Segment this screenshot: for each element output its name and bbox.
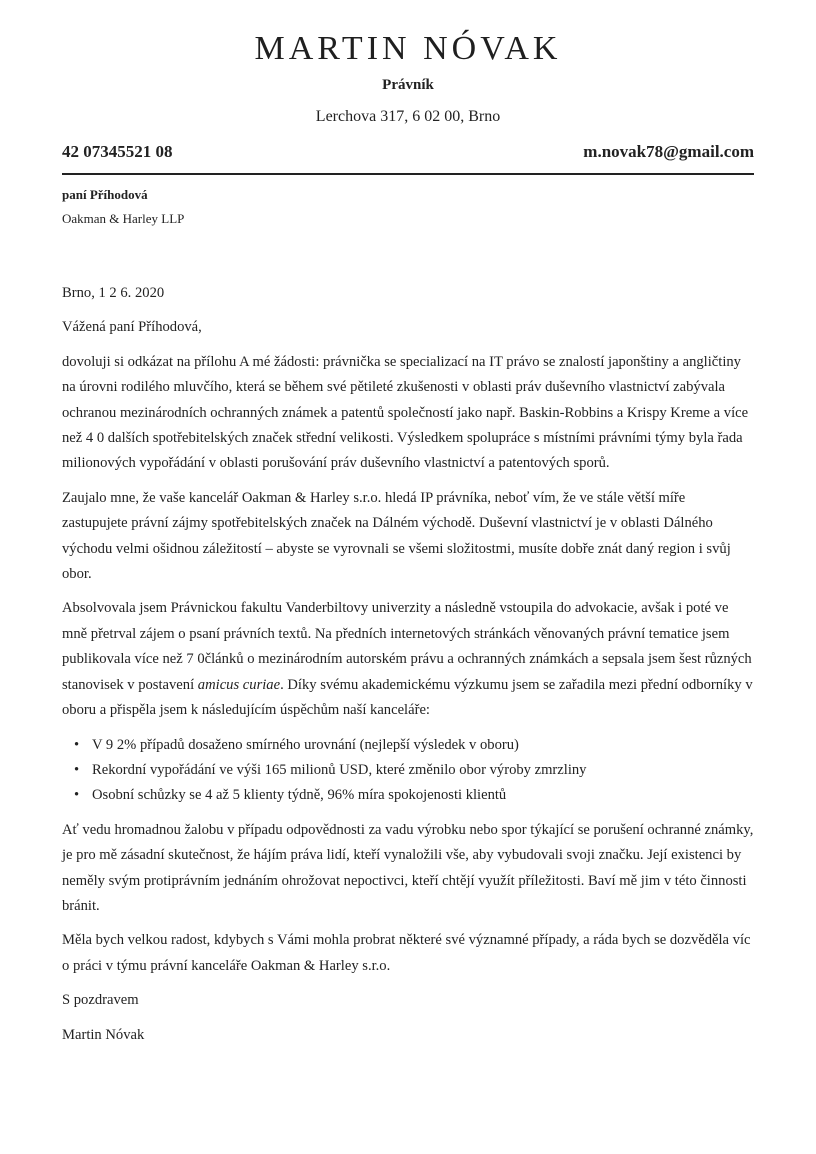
letter-date: Brno, 1 2 6. 2020 <box>62 285 165 301</box>
list-item-text: Rekordní vypořádání ve výši 165 milionů USD, které změnilo obor výroby zmrzliny <box>92 761 587 778</box>
letter-paragraph-5: Měla bych velkou radost, kdybych s Vámi mohla probrat některé své významné případy, a ráda bych se dozvěděla víc o práci v týmu právní kanceláře Oakman & Harley s.r.o. <box>62 932 751 974</box>
list-item-text: V 9 2% případů dosaženo smírného urovnání (nejlepší výsledek v oboru) <box>92 736 519 753</box>
achievements-list <box>62 733 754 809</box>
email-address: m.novak78@gmail.com <box>583 142 754 161</box>
letter-body <box>62 281 754 1057</box>
letter-paragraph-1: dovoluji si odkázat na přílohu A mé žádosti: právnička se specializací na IT právo se znalostí japonštiny a angličtiny na úrovni rodilého mluvčího, která se během své pětileté zkušenosti v oblasti práv duševního vlastnictví zabývala ochranou mezinárodních ochranných známek a patentů společností jako např. Baskin-Robbins a Krispy Kreme a více než 4 0 dalších spotřebitelských značek střední velikosti. Výsledkem spolupráce s místními právními týmy byla řada milionových vypořádání v oblasti porušování práv duševního vlastnictví a patentových sporů. <box>62 353 749 472</box>
letter-signature: Martin Nóvak <box>62 1026 145 1043</box>
letter-paragraph-4: Ať vedu hromadnou žalobu v případu odpovědnosti za vadu výrobku nebo spor týkající se porušení ochranné známky, je pro mě zásadní skutečnost, že hájím práva lidí, kteří vynaložili vše, aby vybudovali svoji značku. Její existenci by neměly svým protiprávním jednáním ohrožovat nepoctivci, kteří chtějí využít příležitosti. Baví mě jim v této činnosti bránit. <box>62 821 754 914</box>
bullet-icon: • <box>74 761 80 778</box>
job-title: Právník <box>382 77 434 93</box>
paragraph-3-italic-term: amicus curiae <box>197 676 281 693</box>
header-divider <box>62 173 754 175</box>
letter-paragraph-3 <box>62 596 754 723</box>
bullet-icon: • <box>74 787 80 804</box>
applicant-address: Lerchova 317, 6 02 00, Brno <box>315 108 501 125</box>
list-item <box>62 783 754 808</box>
paragraph-3-text-a: Absolvovala jsem Právnickou fakultu Vanderbiltovy univerzity a následně vstoupila do advokacie, avšak i poté ve mně přetrval zájem o psaní právních textů. Na předních internetových stránkách věnovaných právní tematice jsem publikovala více než 7 0článků o mezinárodním autorském právu a ochranných známkách a sepsala jsem šest různých stanovisek v postavení <box>62 600 752 693</box>
list-item <box>62 758 754 783</box>
list-item <box>62 733 754 758</box>
paragraph-3-text-b: . Díky svému akademickému výzkumu jsem se zařadila mezi přední odborníky v oboru a přispěla jsem k následujícím úspěchům naší kanceláře: <box>62 676 753 719</box>
letter-closing: S pozdravem <box>62 992 139 1009</box>
list-item-text: Osobní schůzky se 4 až 5 klienty týdně, 96% míra spokojenosti klientů <box>92 787 507 804</box>
recipient-company: Oakman & Harley LLP <box>62 211 185 226</box>
letter-paragraph-2: Zaujalo mne, že vaše kancelář Oakman & Harley s.r.o. hledá IP právníka, neboť vím, že ve stále větší míře zastupujete právní zájmy spotřebitelských značek na Dálném východě. Duševní vlastnictví je v oblasti Dálného východu velmi ošidnou záležitostí – abyste se vyrovnali se všemi složitostmi, musíte dobře znát daný region i svůj obor. <box>62 489 731 583</box>
contact-row <box>62 142 754 168</box>
letter-salutation: Vážená paní Příhodová, <box>62 319 202 336</box>
applicant-name: MARTIN NÓVAK <box>254 30 562 67</box>
phone-number: 42 07345521 08 <box>62 142 173 161</box>
recipient-name: paní Příhodová <box>62 187 148 202</box>
bullet-icon: • <box>74 736 80 753</box>
